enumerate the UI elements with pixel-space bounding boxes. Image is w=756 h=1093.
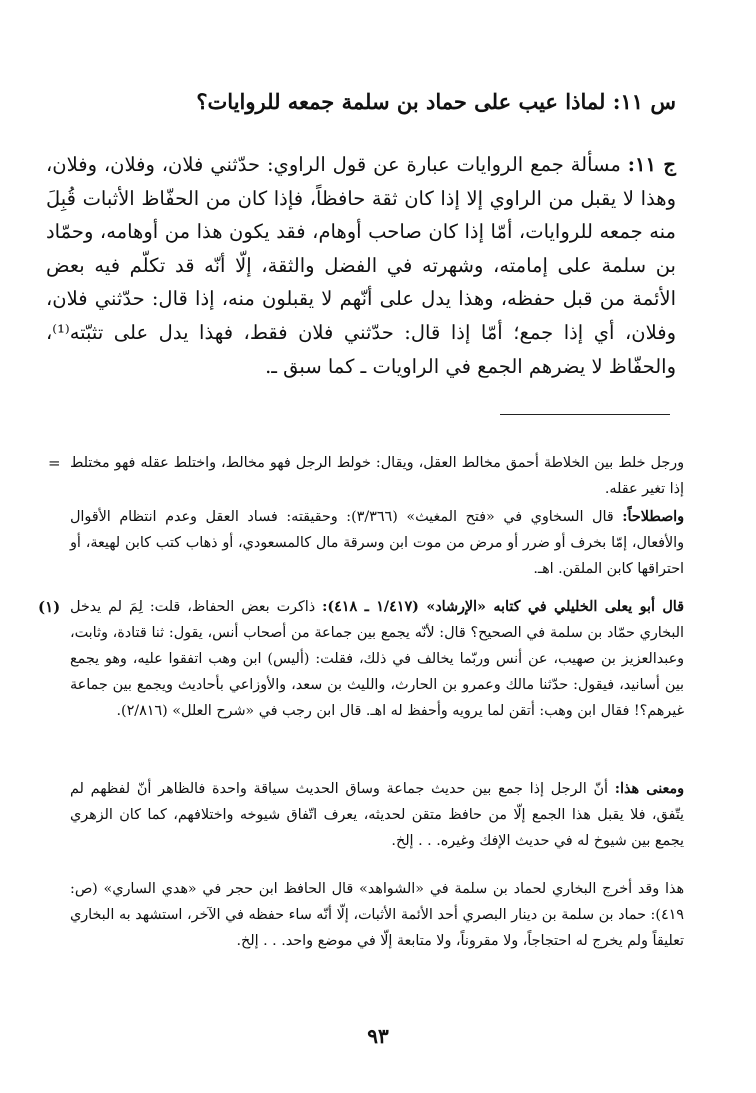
technical-label: واصطلاحاً: — [622, 509, 684, 525]
meaning-label: ومعنى هذا: — [614, 781, 684, 797]
answer-paragraph — [46, 148, 676, 383]
page-number: ٩٣ — [367, 1024, 389, 1048]
meaning-text: أنّ الرجل إذا جمع بين حديث جماعة وساق الحديث سياقة واحدة فالظاهر أنّ لفظهم لم يتّفق، فلا يقبل هذا الجمع إلّا من حافظ متقن لحديثه، يعرف اتّفاق شيوخه واختلافهم، كما كان الزهري يجمع بين شيوخ له في حديث الإفك وغيره. . . إلخ. — [70, 781, 684, 849]
answer-label: ج ١١: — [627, 153, 676, 176]
question-label: س ١١: — [612, 89, 676, 114]
footnote-continuation: ورجل خلط بين الخلاطة أحمق مخالط العقل، ويقال: خولط الرجل فهو مخالط، واختلط عقله فهو مختلط إذا تغير عقله. — [70, 455, 684, 497]
footnote-1-label: قال أبو يعلى الخليلي في كتابه «الإرشاد» (١/٤١٧ ـ ٤١٨): — [322, 599, 684, 615]
technical-text: قال السخاوي في «فتح المغيث» (٣/٣٦٦): وحقيقته: فساد العقل وعدم انتظام الأقوال والأفعال، إمّا بخرف أو ضرر أو مرض من موت ابن وسرقة مال كالمسعودي، أو ذهاب كتب كابن لهيعة، أو احتراقها كابن الملقن. اهـ. — [70, 509, 684, 577]
footnote-continuation-marker: = — [48, 454, 61, 472]
footnote-meaning — [70, 776, 684, 854]
answer-text: مسألة جمع الروايات عبارة عن قول الراوي: حدّثني فلان، وفلان، وفلان، وهذا لا يقبل من الراوي إلا إذا كان ثقة حافظاً، فإذا كان من الحفّاظ الأثبات قُبِلَ منه جمعه للروايات، أمّا إذا كان صاحب أوهام، فقد يكون هذا من أوهامه، وحمّاد بن سلمة على إمامته، وشهرته في الفضل والثقة، إلّا أنّه قد تكلّم فيه بعض الأئمة من قبل حفظه، وهذا يدل على أنّهم لا يقبلون منه، إذا قال: حدّثني فلان، وفلان، أي إذا جمع؛ أمّا إذا قال: حدّثني فلان فقط، فهذا يدل على تثبّته⁽¹⁾، والحفّاظ لا يضرهم الجمع في الراويات ـ كما سبق ـ. — [46, 153, 676, 378]
question-heading — [76, 82, 676, 122]
question-text: لماذا عيب على حماد بن سلمة جمعه للروايات؟ — [196, 89, 606, 114]
footnote-bukhari: هذا وقد أخرج البخاري لحماد بن سلمة في «الشواهد» قال الحافظ ابن حجر في «هدي الساري» (ص: ٤١٩): حماد بن سلمة بن دينار البصري أحد الأئمة الأثبات، إلّا أنّه ساء حفظه في الآخر، استشهد به البخاري تعليقاً ولم يخرج له احتجاجاً، ولا مقروناً، ولا متابعة إلّا في موضع واحد. . . إلخ. — [70, 881, 684, 949]
footnote-1-marker: (١) — [38, 598, 61, 616]
footnote-technical-definition — [70, 504, 684, 582]
footnote-1 — [70, 594, 684, 724]
footnote-1-text: ذاكرت بعض الحفاظ، قلت: لِمَ لم يدخل البخاري حمّاد بن سلمة في الصحيح؟ قال: لأنّه يجمع بين جماعة من أصحاب أنس، يقول: ثنا قتادة، وثابت، وعبدالعزيز بن صهيب، عن أنس وربّما يخالف في ذلك، فقلت: (أليس) ابن وهب اتفقوا عليه، وهو يجمع بين أسانيد، فيقول: حدّثنا مالك وعمرو بن الحارث، والليث بن سعد، والأوزاعي بأحاديث ويجمع بين جماعة غيرهم؟! فقال ابن وهب: أتقن لما يرويه وأحفظ له اهـ. قال ابن رجب في «شرح العلل» (٢/٨١٦). — [70, 599, 684, 719]
footnote-separator — [500, 414, 670, 415]
